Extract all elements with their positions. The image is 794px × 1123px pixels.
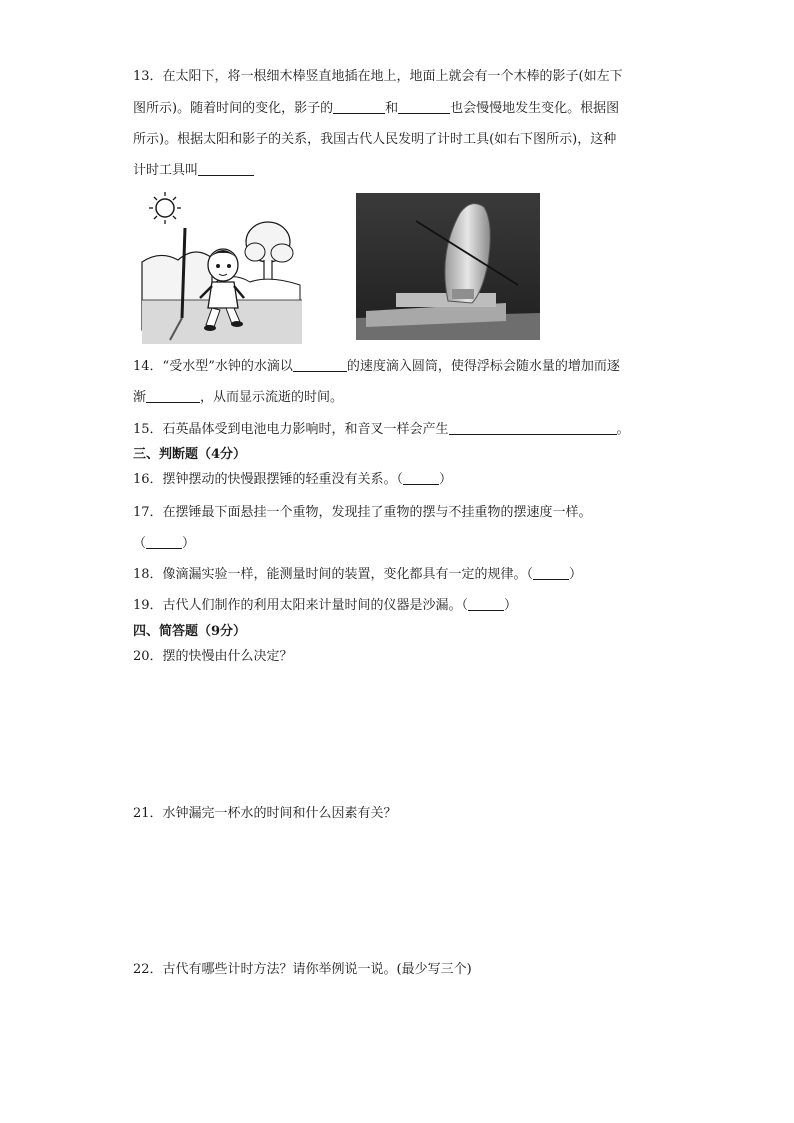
sun-icon [149,192,181,224]
q13-line1: 13．在太阳下，将一根细木棒竖直地插在地上，地面上就会有一个木棒的影子(如左下 [133,69,623,84]
q17-answer-blank[interactable] [146,535,182,549]
section-3-title: 三、判断题（4分） [133,447,247,462]
section-4-title: 四、简答题（9分） [133,624,247,639]
sundial-photo [356,193,540,340]
q13-blank-1[interactable] [333,100,385,114]
q22-line: 22．古代有哪些计时方法？请你举例说一说。(最少写三个) [133,962,472,977]
q13-blank-3[interactable] [198,162,254,176]
q20-line: 20．摆的快慢由什么决定？ [133,649,293,664]
q18-answer-blank[interactable] [533,566,569,580]
q13-line3: 所示)。根据太阳和影子的关系，我国古代人民发明了计时工具(如右下图所示)，这种 [133,132,617,147]
tree [245,222,293,280]
q20-answer-area[interactable] [133,670,663,790]
q14-blank-1[interactable] [293,358,347,372]
q17-line2: （ ） [133,536,196,551]
q21-line: 21．水钟漏完一杯水的时间和什么因素有关？ [133,806,397,821]
q14-line1: 14．“受水型”水钟的水滴以 的速度滴入圆筒，使得浮标会随水量的增加而逐 [133,359,620,374]
q19-line: 19．古代人们制作的利用太阳来计量时间的仪器是沙漏。（ ） [133,598,518,613]
q18-line: 18．像滴漏实验一样，能测量时间的装置，变化都具有一定的规律。（ ） [133,567,583,582]
q15-blank[interactable] [449,421,617,435]
q15-line: 15．石英晶体受到电池电力影响时，和音叉一样会产生 。 [133,422,630,437]
q14-blank-2[interactable] [146,389,200,403]
q19-answer-blank[interactable] [468,597,504,611]
q16-line: 16．摆钟摆动的快慢跟摆锤的轻重没有关系。（ ） [133,472,453,487]
q21-answer-area[interactable] [133,828,663,948]
q22-answer-area[interactable] [133,984,663,1104]
q13-line2: 图所示)。随着时间的变化，影子的 和 也会慢慢地发生变化。根据图 [133,101,620,116]
q14-line2: 渐 ，从而显示流逝的时间。 [133,390,344,405]
q13-line4: 计时工具叫 [133,162,254,180]
boy-with-stick-illustration [140,190,305,345]
q13-blank-2[interactable] [398,100,450,114]
q17-line: 17．在摆锤最下面悬挂一个重物，发现挂了重物的摆与不挂重物的摆速度一样。 [133,505,592,520]
q16-answer-blank[interactable] [403,471,439,485]
